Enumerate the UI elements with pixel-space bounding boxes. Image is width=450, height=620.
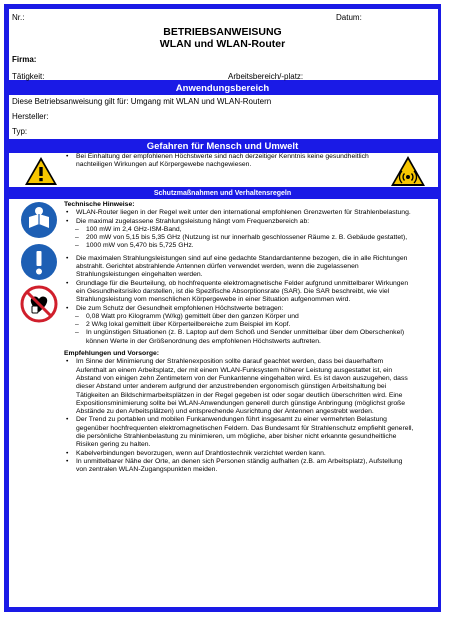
tech-heading: Technische Hinweise: xyxy=(64,201,135,208)
list-item: • Die maximal zugelassene Strahlungsleistung hängt vom Frequenzbereich ab: xyxy=(64,218,414,226)
radiation-warning-icon xyxy=(390,155,426,192)
document-title: BETRIEBSANWEISUNG xyxy=(163,26,282,38)
typ-label: Typ: xyxy=(12,127,28,136)
list-item: • In unmittelbarer Nähe der Orte, an denen sich Personen ständig aufhalten (z.B. am Arbeitsplatz), Aufstellung von zentralen WLAN-Zugangspunkten meiden. xyxy=(64,458,414,475)
schutz-content xyxy=(64,201,414,475)
anwendungsbereich-heading: Anwendungsbereich xyxy=(175,83,270,94)
datum-label: Datum: xyxy=(336,13,362,22)
hersteller-label: Hersteller: xyxy=(12,112,49,121)
list-item: – In ungünstigen Situationen (z. B. Laptop auf dem Schoß und Sender unmittelbar über dem Oberschenkel) können Werte in der Größenordnung des empfohlenen Höchstwerts auftreten. xyxy=(64,329,414,346)
list-item: – 2 W/kg lokal gemittelt über Körperteilbereiche zum Beispiel im Kopf. xyxy=(64,321,414,329)
list-item: – 0,08 Watt pro Kilogramm (W/kg) gemittelt über den ganzen Körper und xyxy=(64,313,414,321)
no-pacemaker-icon xyxy=(20,285,58,328)
scope-text: Diese Betriebsanweisung gilt für: Umgang mit WLAN und WLAN-Routern xyxy=(12,97,272,106)
read-manual-icon xyxy=(20,201,58,244)
arbeitsbereich-label: Arbeitsbereich/-platz: xyxy=(228,72,304,81)
gefahren-heading: Gefahren für Mensch und Umwelt xyxy=(146,141,299,152)
list-item: • Grundlage für die Beurteilung, ob hochfrequente elektromagnetische Felder aufgrund unmittelbarer Wirkungen ein Gesundheitsrisiko darstellen, ist die Spezifische Absorptionsrate (SAR). Die SAR beschreibt, wie viel Strahlungsleistung vom menschlichen Körpergewebe in einer Situation aufgenommen wird. xyxy=(64,280,414,305)
taetigkeit-label: Tätigkeit: xyxy=(12,72,45,81)
empfehlungen-heading: Empfehlungen und Vorsorge: xyxy=(64,350,160,358)
list-item: • Im Sinne der Minimierung der Strahlenexposition sollte darauf geachtet werden, dass bei dauerhaftem Aufenthalt an einem Arbeitsplatz, der mit einem WLAN-Funksystem höherer Leistung ausgestattet ist, ein Abstand von einigen zehn Zentimetern von der Funkantenne eingehalten wird. Es ist davon auszugehen, dass dieser Abstand unter anderem aufgrund der anzustrebenden ergonomisch günstigen Arbeitshaltung bei Tätigkeiten an Bildschirmarbeitsplätzen in der Regel gegeben ist oder sogar deutlich überschritten wird. Eine Expositionsminimierung sollte bei WLAN-Anwendungen generell durch günstige Anbringung (möglichst große Abstände zu den Arbeitsplätzen) und entsprechende Ausrichtung der Antennen angestrebt werden. xyxy=(64,358,414,416)
list-item: • WLAN-Router liegen in der Regel weit unter den international empfohlenen Grenzwerten für Strahlenbelastung. xyxy=(64,209,414,217)
list-item: – 1000 mW von 5,470 bis 5,725 GHz. xyxy=(64,242,414,250)
tech-list xyxy=(64,209,414,346)
list-item: – 100 mW im 2,4 GHz-ISM-Band, xyxy=(64,226,414,234)
schutz-heading: Schutzmaßnahmen und Verhaltensregeln xyxy=(153,190,292,197)
document-subtitle: WLAN und WLAN-Router xyxy=(159,38,286,50)
empfehlungen-list xyxy=(64,358,414,474)
list-item: • Die maximalen Strahlungsleistungen sind auf eine gedachte Standardantenne bezogen, die in alle Richtungen abstrahlt. Gerichtet abstrahlende Antennen dürfen verwendet werden, wenn die zugelassenen Strahlungsleistungen eingehalten werden. xyxy=(64,255,414,280)
nr-label: Nr.: xyxy=(12,13,25,22)
warning-sign-icon xyxy=(24,156,58,191)
gefahren-list xyxy=(64,153,384,170)
mandatory-sign-icon xyxy=(20,243,58,286)
firma-label: Firma: xyxy=(12,55,37,64)
gefahren-bullet: • Bei Einhaltung der empfohlenen Höchstwerte sind nach derzeitiger Kenntnis keine gesundheitlich nachteiligen Wirkungen auf Körpergewebe nachgewiesen. xyxy=(64,153,384,170)
list-item: • Der Trend zu portablen und mobilen Funkanwendungen führt insgesamt zu einer vermehrten Belastung gegenüber hochfrequenten elektromagnetischen Feldern. Das Bundesamt für Strahlenschutz empfiehlt generell, die persönliche Strahlenbelastung zu minimieren, um mögliche, aber bisher nicht erkannte gesundheitliche Risiken gering zu halten. xyxy=(64,416,414,449)
list-item: • Kabelverbindungen bevorzugen, wenn auf Drahtlostechnik verzichtet werden kann. xyxy=(64,450,414,458)
list-item: • Die zum Schutz der Gesundheit empfohlenen Höchstwerte betragen: xyxy=(64,305,414,313)
list-item: – 200 mW von 5,15 bis 5,35 GHz (Nutzung ist nur innerhalb geschlossener Räume z. B. Gebäude gestattet), xyxy=(64,234,414,242)
